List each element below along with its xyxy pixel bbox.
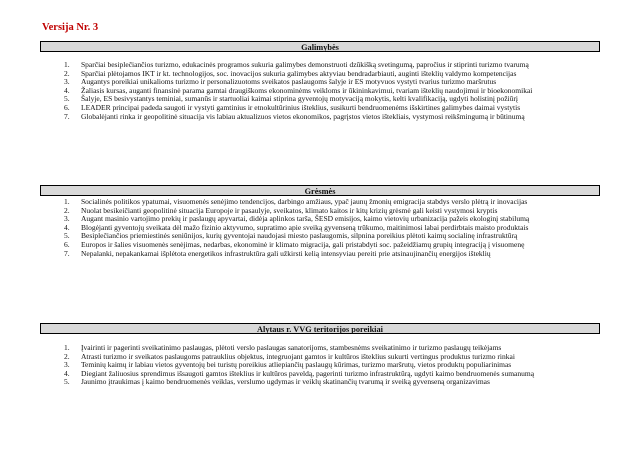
list-item: 2. Sparčiai plėtojamos IKT ir kt. technologijos, soc. inovacijos sukuria galimybes aktyviau bendradarbiauti, auginti išteklių valdymo kompetencijas xyxy=(64,68,517,78)
list-item: 3. Augant masinio vartojimo prekių ir paslaugų apyvartai, didėja aplinkos tarša, ŠESD emisijos, kaimo vietovių urbanizacija pažeis ekologinį stabilumą xyxy=(64,214,530,224)
section-needs xyxy=(40,323,600,387)
list-item: 5. Besiplečiančios priemiestinės seniūnijos, kurių gyventojai naudojasi miesto paslaugomis, silpnina poreikius plėtoti kaimų socialinę infrastruktūrą xyxy=(64,231,518,241)
section-title: Grėsmės xyxy=(40,185,600,196)
list-item: 4. Blogėjanti gyventojų sveikata dėl mažo fizinio aktyvumo, supratimo apie sveiką gyvenseną trūkumo, maitinimosi labai perdirbtais maisto produktais xyxy=(64,222,529,232)
version-label: Versija Nr. 3 xyxy=(42,22,99,33)
list-item: 1. Įvairinti ir pagerinti sveikatinimo paslaugas, plėtoti verslo paslaugas sanatorijoms, stambesnėms sveikatinimo ir turizmo paslaugų teikėjams xyxy=(64,343,502,352)
opportunities-list xyxy=(40,61,600,121)
list-item: 5. Šalyje, ES besivystantys teminiai, sumanūs ir startuoliai kaimai stiprina gyventojų motyvaciją mokytis, kelti kvalifikaciją, ugdyti holistinį požiūrį xyxy=(64,94,519,104)
list-item: 7. Globalėjanti rinka ir geopolitinė situacija vis labiau aktualizuos vietos ekonomikos, pagrįstos vietos ištekliais, vystymosi reikšmingumą ir būtinumą xyxy=(64,111,525,121)
list-item: 1. Socialinės politikos ypatumai, visuomenės senėjimo tendencijos, darbingo amžiaus, ypač jaunų žmonių emigracija stabdys verslo plėtrą ir inovacijas xyxy=(64,197,528,206)
list-item: 3. Teminių kaimų ir labiau vietos gyventojų bei turistų poreikius atliepiančių paslaugų kūrimas, turizmo maršrutų, vietos produktų populiarinimas xyxy=(64,360,512,370)
needs-list xyxy=(40,344,600,387)
section-threats xyxy=(40,185,600,258)
list-item: 2. Nuolat besikeičianti geopolitinė situacija Europoje ir pasaulyje, sveikatos, klimato kaitos ir kitų krizių grėsmė gali keisti vystymosi kryptis xyxy=(64,205,498,215)
list-item: 6. Europos ir šalies visuomenės senėjimas, nedarbas, ekonominė ir klimato migracija, gali pristabdyti soc. pažeidžiamų grupių integraciją į visuomenę xyxy=(64,239,525,249)
list-item: 2. Atrasti turizmo ir sveikatos paslaugoms patrauklius objektus, integruojant gamtos ir kultūros išteklius sukurti vertingus produktus turizmo rinkai xyxy=(64,351,515,361)
threats-list xyxy=(40,198,600,258)
list-item: 4. Diegiant žaliuosius sprendimus išsaugoti gamtos išteklius ir kultūros paveldą, pagerinti turizmo infrastruktūrą, ugdyti kaimo bendruomenės sumanumą xyxy=(64,368,535,378)
list-item: 1. Sparčiai besiplečiančios turizmo, edukacinės programos sukuria galimybes demonstruoti dzūkišką svetingumą, papročius ir stiprinti turizmo tvarumą xyxy=(64,60,529,69)
list-item: 6. LEADER principai padeda saugoti ir vystyti gamtinius ir etnokultūrinius išteklius, susikurti bendruomenėms išskirtines galimybes daimai vystytis xyxy=(64,102,521,112)
list-item: 7. Nepalanki, nepakankamai išplėtota energetikos infrastruktūra gali užkirsti kelią intensyviau pereiti prie atsinaujinančių energijos išteklių xyxy=(64,248,491,258)
list-item: 5. Jaunimo įtraukimas į kaimo bendruomenės veiklas, verslumo ugdymas ir veiklų skatinančių tvarumą ir sveiką gyvenseną organizavimas xyxy=(64,377,490,387)
section-title: Galimybės xyxy=(40,41,600,52)
list-item: 4. Žaliasis kursas, auganti finansinė parama gamtai draugiškoms ekonominėms veikloms ir ūkininkavimui, tvariam išteklių naudojimui ir bioekonomikai xyxy=(64,85,533,95)
list-item: 3. Augantys poreikiai unikalioms turizmo ir personalizuotoms sveikatos paslaugoms šalyje ir ES motyvuos vystyti tvarius turizmo maršrutus xyxy=(64,77,497,87)
section-title: Alytaus r. VVG teritorijos poreikiai xyxy=(40,323,600,334)
section-opportunities xyxy=(40,41,600,121)
